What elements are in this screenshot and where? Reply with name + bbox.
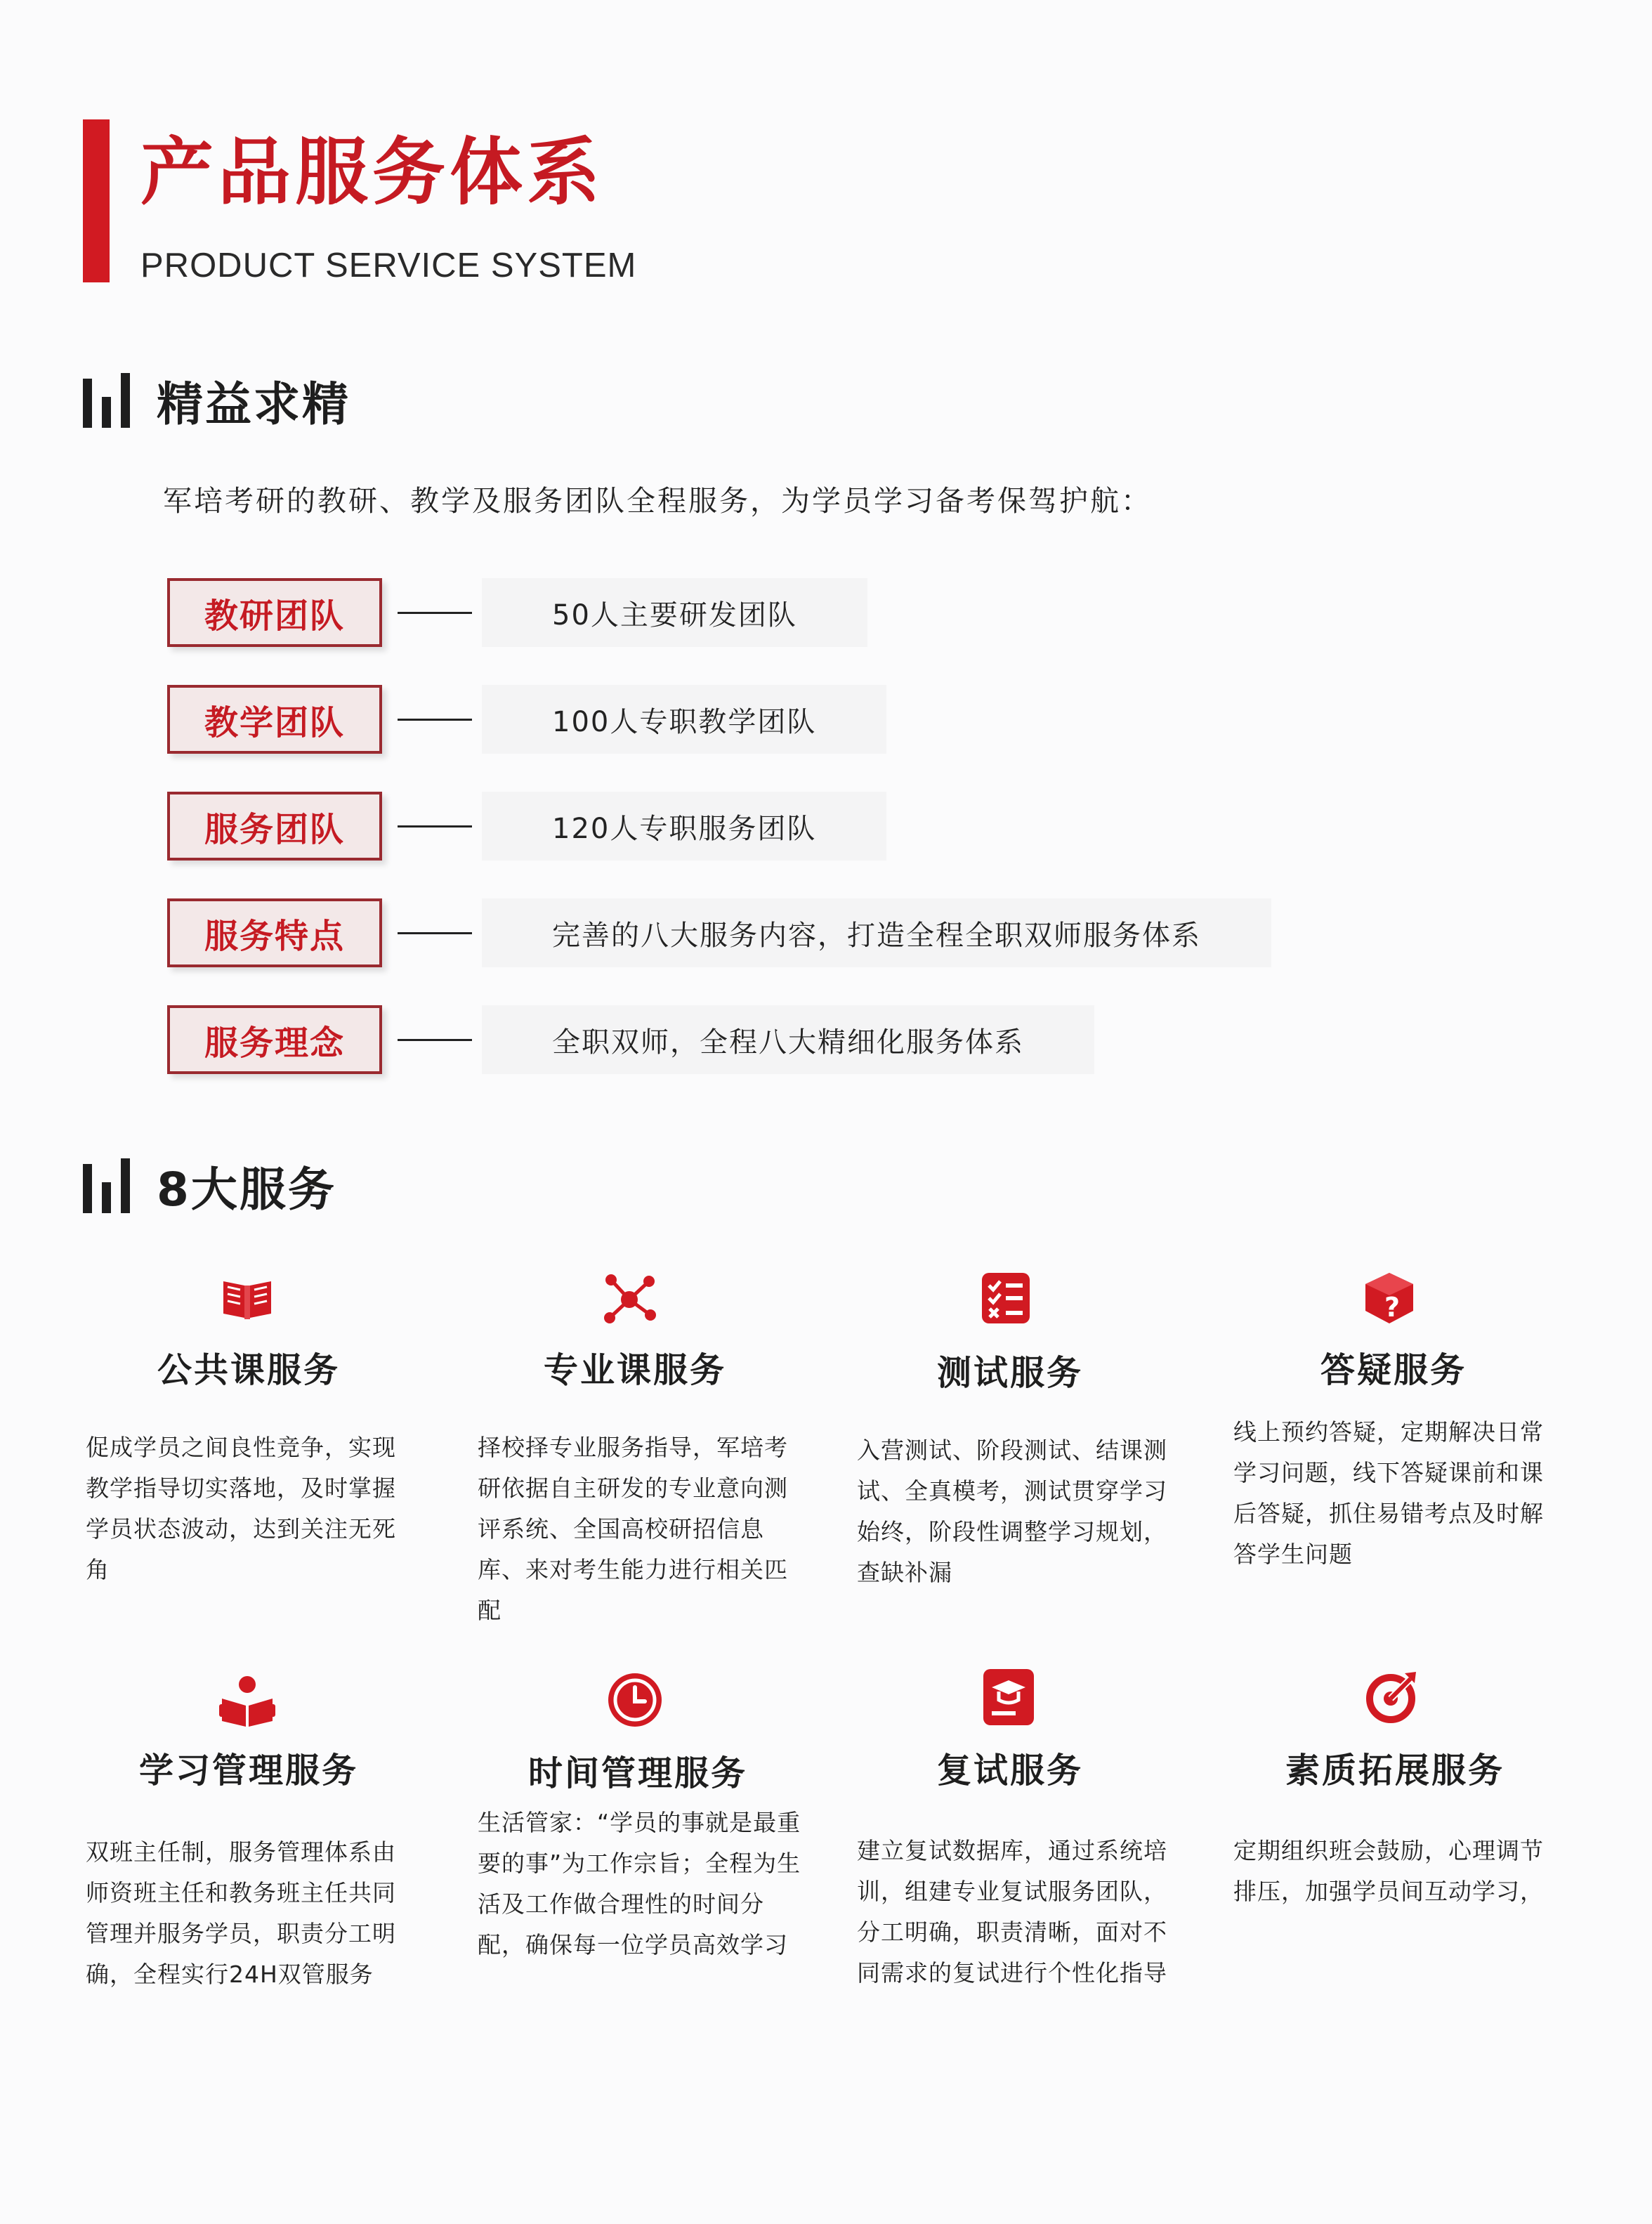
service-title: 复试服务 <box>937 1751 1084 1791</box>
service-title: 答疑服务 <box>1320 1350 1467 1390</box>
team-row <box>167 576 1291 649</box>
page-subtitle: PRODUCT SERVICE SYSTEM <box>140 247 637 284</box>
team-description: 120人专职服务团队 <box>482 792 886 861</box>
bar-chart-icon <box>83 373 130 428</box>
reader-icon <box>219 1673 275 1729</box>
connector-line <box>398 612 472 614</box>
service-title: 素质拓展服务 <box>1285 1751 1505 1791</box>
graduation-doc-icon <box>981 1668 1037 1724</box>
service-description: 入营测试、阶段测试、结课测试、全真模考，测试贯穿学习始终，阶段性调整学习规划，查缺补漏 <box>857 1437 1167 1586</box>
connector-line <box>398 932 472 934</box>
service-description: 择校择专业服务指导，军培考研依据自主研发的专业意向测评系统、全国高校研招信息库、来对考生能力进行相关匹配 <box>478 1434 788 1624</box>
service-description: 双班主任制，服务管理体系由师资班主任和教务班主任共同管理并服务学员，职责分工明确，全程实行24H双管服务 <box>86 1838 396 1988</box>
team-tag: 服务团队 <box>167 792 382 861</box>
team-row <box>167 1003 1291 1076</box>
team-tag: 服务特点 <box>167 898 382 967</box>
service-title: 测试服务 <box>937 1353 1084 1393</box>
section-intro: 军培考研的教研、教学及服务团队全程服务，为学员学习备考保驾护航： <box>163 484 1152 518</box>
service-title: 学习管理服务 <box>139 1751 359 1791</box>
team-description: 50人主要研发团队 <box>482 578 867 647</box>
page-title: 产品服务体系 <box>140 129 605 215</box>
service-description: 促成学员之间良性竞争，实现教学指导切实落地，及时掌握学员状态波动，达到关注无死角 <box>86 1434 396 1583</box>
team-tag: 教学团队 <box>167 685 382 754</box>
clock-icon <box>605 1670 662 1727</box>
team-row <box>167 683 1291 756</box>
svg-text:?: ? <box>1384 1292 1401 1323</box>
service-title: 时间管理服务 <box>528 1753 748 1793</box>
question-cube-icon <box>1361 1270 1417 1326</box>
connector-line <box>398 719 472 721</box>
team-description: 100人专职教学团队 <box>482 685 886 754</box>
service-description: 生活管家：“学员的事就是最重要的事”为工作宗旨；全程为生活及工作做合理性的时间分配，确保每一位学员高效学习 <box>478 1809 801 1958</box>
team-description: 全职双师，全程八大精细化服务体系 <box>482 1005 1094 1074</box>
open-book-icon <box>219 1271 275 1328</box>
connector-line <box>398 825 472 828</box>
checklist-icon <box>978 1270 1034 1326</box>
service-title: 专业课服务 <box>544 1350 727 1390</box>
team-tag: 服务理念 <box>167 1005 382 1074</box>
team-description: 完善的八大服务内容，打造全程全职双师服务体系 <box>482 898 1271 967</box>
bar-chart-icon <box>83 1158 130 1213</box>
header-accent-bar <box>83 119 110 282</box>
team-row <box>167 896 1291 969</box>
section-heading-2 <box>83 1152 336 1219</box>
service-description: 建立复试数据库，通过系统培训，组建专业复试服务团队，分工明确，职责清晰，面对不同需求的复试进行个性化指导 <box>857 1837 1167 1987</box>
service-description: 线上预约答疑，定期解决日常学习问题，线下答疑课前和课后答疑，抓住易错考点及时解答学生问题 <box>1233 1418 1544 1568</box>
team-row <box>167 790 1291 863</box>
network-nodes-icon <box>601 1271 657 1328</box>
connector-line <box>398 1039 472 1041</box>
section-title: 8大服务 <box>157 1163 336 1217</box>
service-description: 定期组织班会鼓励，心理调节排压，加强学员间互动学习， <box>1233 1837 1544 1905</box>
section-heading-1 <box>83 367 350 433</box>
service-title: 公共课服务 <box>157 1350 341 1390</box>
team-tag: 教研团队 <box>167 578 382 647</box>
section-title: 精益求精 <box>157 377 350 431</box>
target-arrow-icon <box>1364 1668 1420 1724</box>
